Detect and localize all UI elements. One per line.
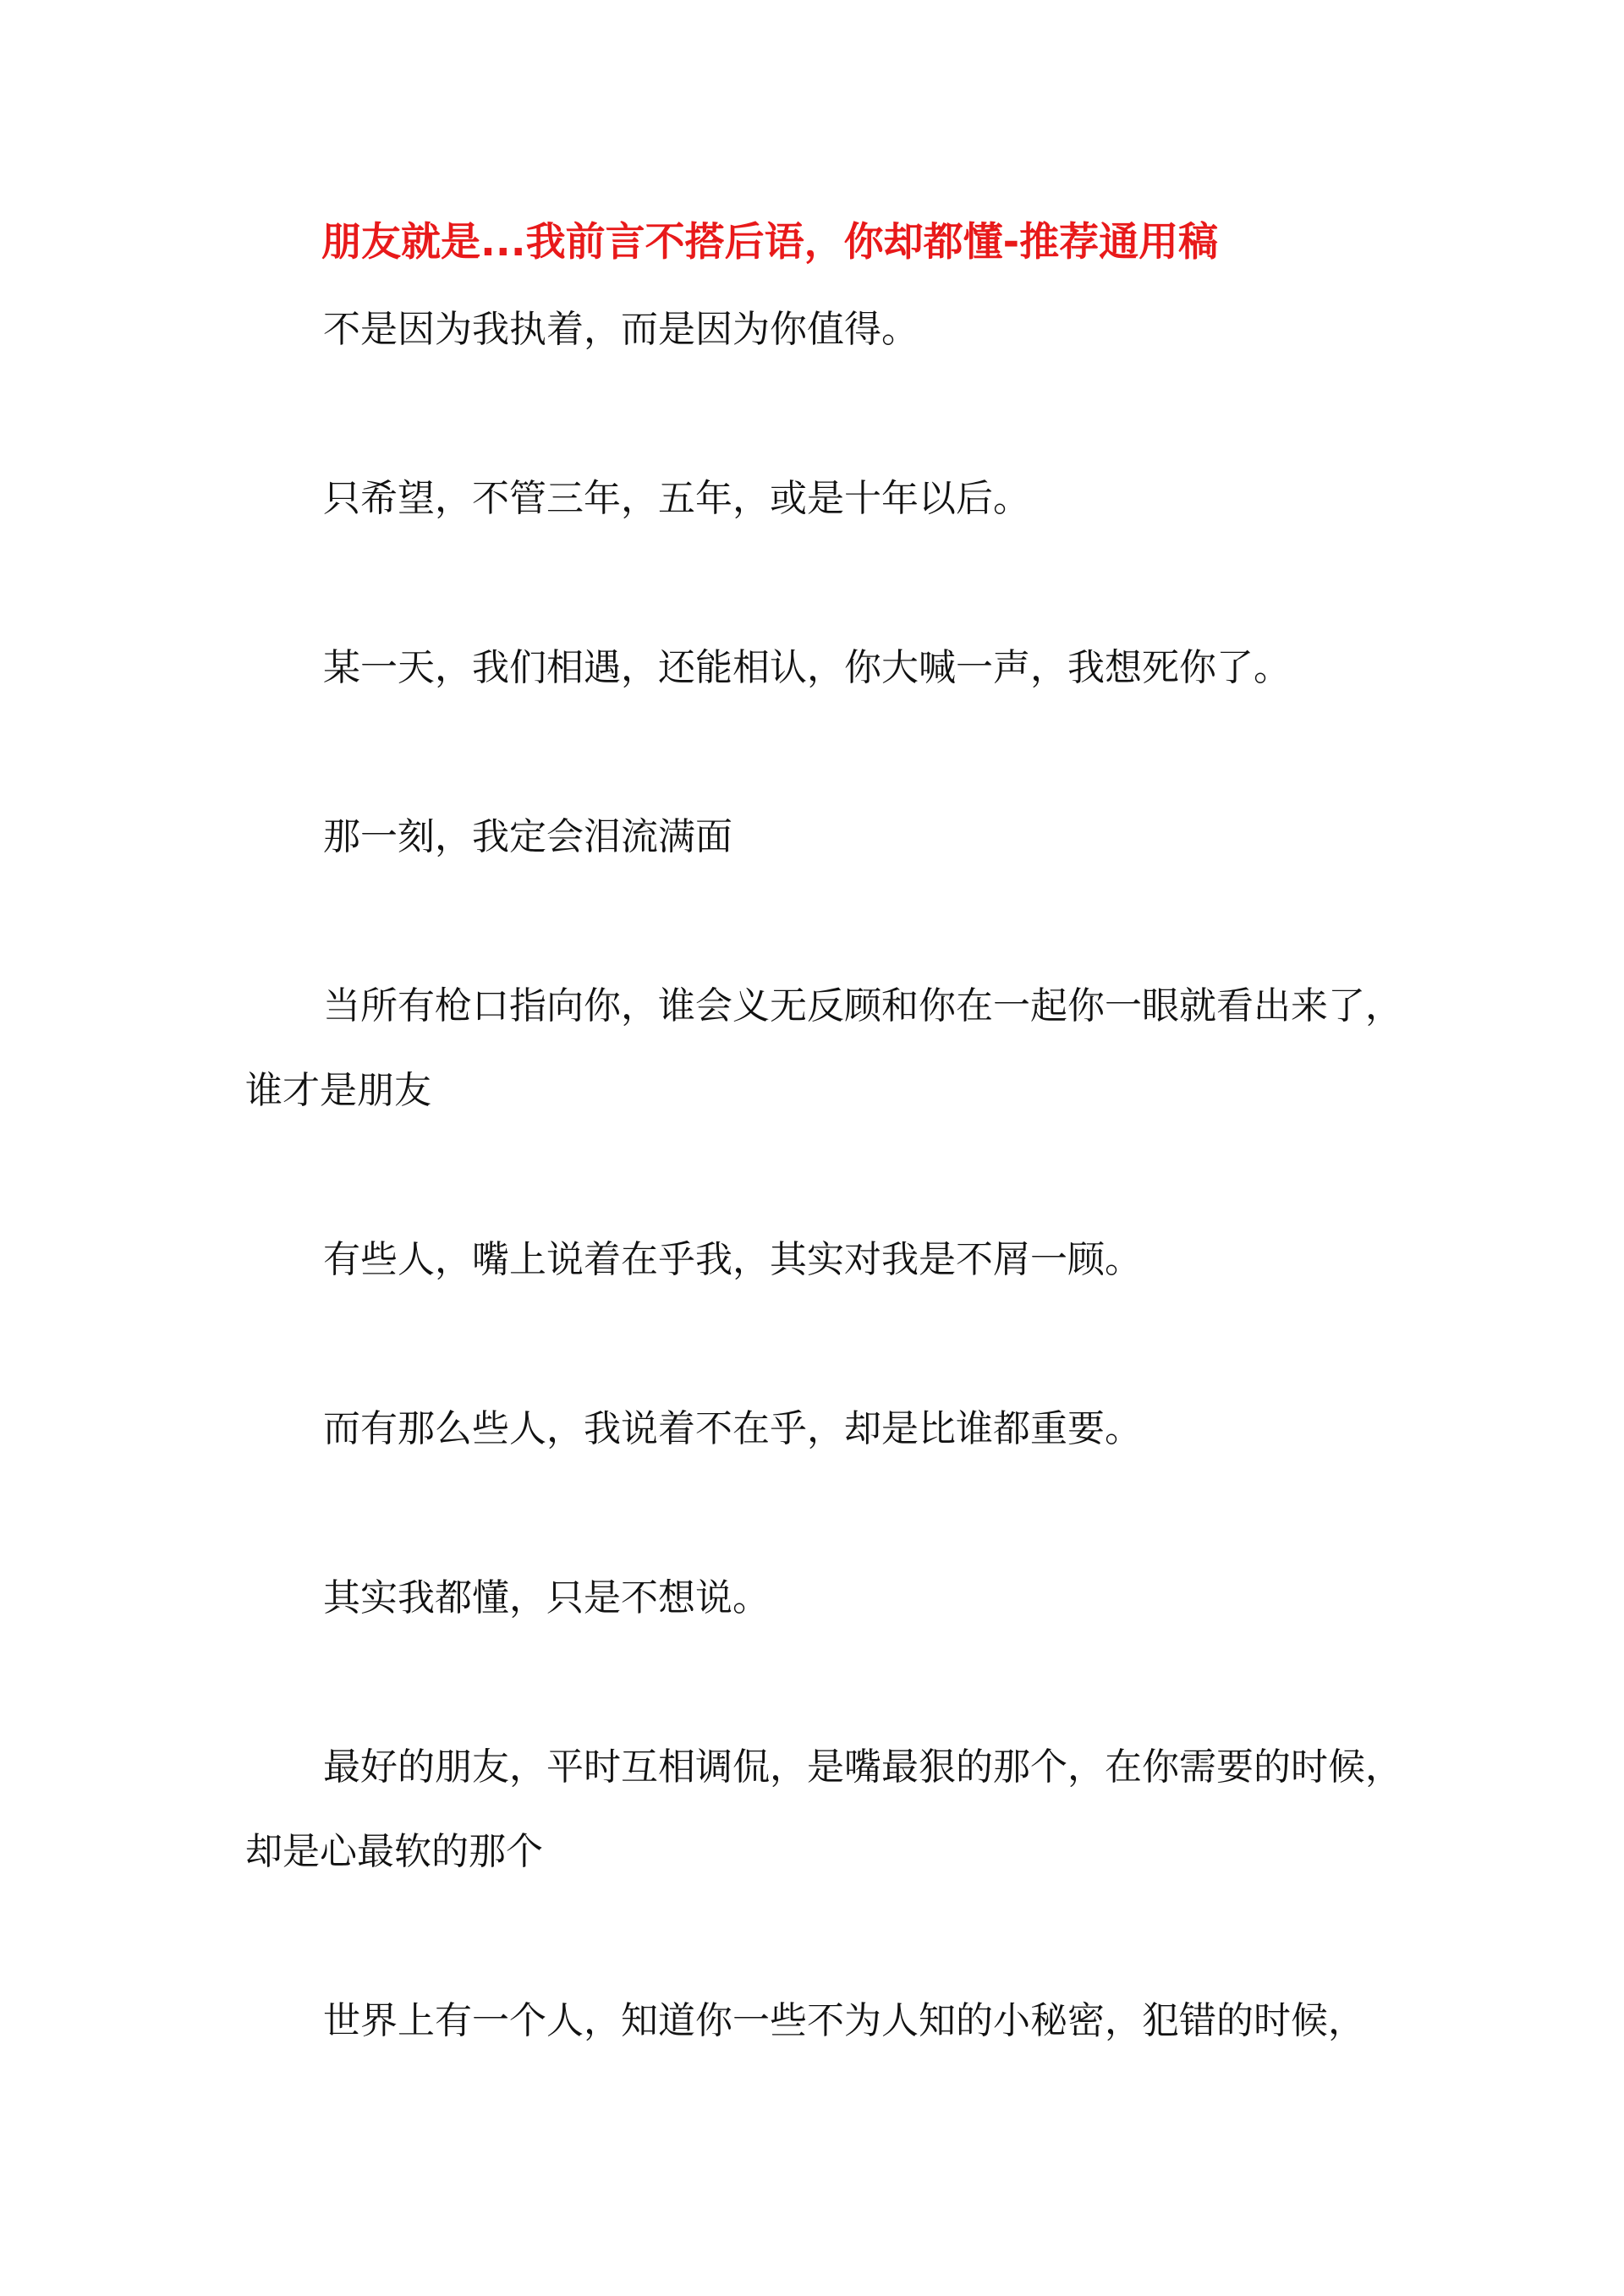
- paragraph-3: 某一天，我们相遇，还能相认，你大喊一声，我想死你了。: [323, 646, 1291, 689]
- paragraph-2: 只希望，不管三年，五年，或是十年以后。: [323, 477, 1030, 520]
- paragraph-4: 那一刻，我定会泪流满面: [323, 815, 732, 858]
- paragraph-7: 而有那么些人，我说着不在乎，却是比谁都重要。: [323, 1407, 1142, 1450]
- paragraph-8: 其实我都懂，只是不想说。: [323, 1576, 770, 1619]
- paragraph-6: 有些人，嘴上说着在乎我，其实对我是不屑一顾。: [323, 1238, 1142, 1281]
- paragraph-9: 最好的朋友，平时互相调侃，是嘴最狠的那个，在你需要的时候，却是心最软的那个: [245, 1745, 1402, 1873]
- paragraph-1: 不是因为我执着，而是因为你值得。: [323, 308, 919, 351]
- paragraph-10: 世界上有一个人，知道你一些不为人知的小秘密，犯错的时候，: [323, 1999, 1365, 2042]
- document-title: 朋友就是...我前言不搭后语，你却都懂-推荐通用稿: [321, 219, 1219, 266]
- paragraph-5: 当所有枪口指向你，谁会义无反顾和你在一起你一眼就看出来了，谁才是朋友: [245, 984, 1402, 1112]
